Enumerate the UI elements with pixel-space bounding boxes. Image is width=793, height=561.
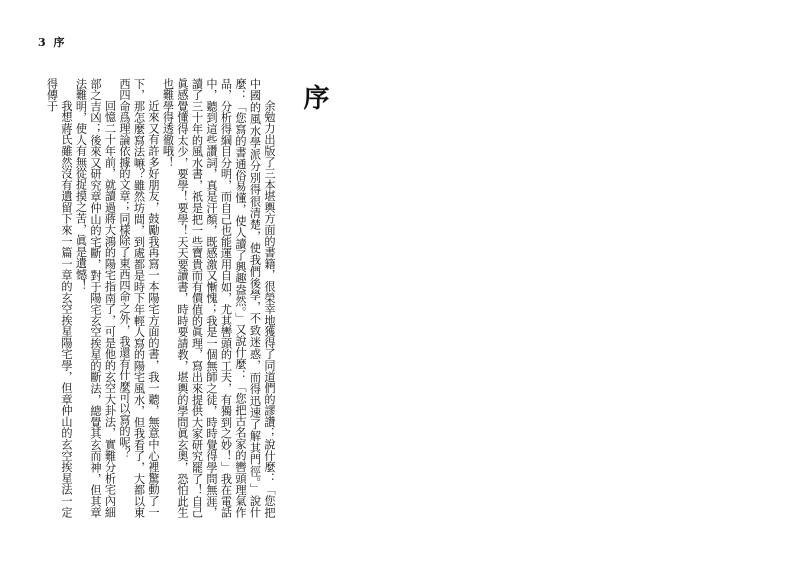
page-number: 3 xyxy=(38,36,48,49)
paragraph: 余勉力出版了三本堪輿方面的書籍，很榮幸地獲得了同道們的謬讚；說什麼：「您把中國的風水學派分別得很清楚，使我們後學，不致迷惑，而得迅速了解其門徑。」說什麼：「您寫的書通俗易懂，使人讀了興趣盎然。」又說什麼：「您把古名家的轡頭理氣作品，分析得綱目分明，而自己也能運用自如，尤其轡頭的工夫，有獨到之妙！」我在電話中，聽到這些讚詞，真是汗顏，既感激又慚愧；我是一個無師之徒，時時覺得學問無涯，讀了三十年的風水書，祇是把一些寶貴而有價值的眞理，寫出來提供大家研究罷了！自己眞感覺懂得太少，要學！要學！天天要讀書，時時要請教，堪輿的學問眞玄奧，恐怕此生也難學得透徹哦！ xyxy=(161,78,276,518)
running-section-title: 序 xyxy=(53,36,67,49)
preface-body xyxy=(45,78,276,518)
paragraph: 我想蔣氏雖然沒有遺留下來一篇一章的玄空挨星陽宅學，但章仲山的玄空挨星法一定得傳于 xyxy=(45,78,73,518)
paragraph: 回憶二十年前，就讀過蔣大鴻的陽宅指南了，可是他的玄空大卦法，實難分析宅內細部之吉凶；後來又研究章仲山的宅斷，對于陽宅玄空挨星的斷法，總覺其玄而神，但其章法難明，使人有無從捉摸之苦，眞是遺憾！ xyxy=(74,78,117,518)
paragraph: 近來又有許多好朋友，鼓勵我再寫一本陽宅方面的書，我一聽，無意中心裡驚動了一下，那怎麼寫法嘛？雖然坊間，到處都是時下年輕人寫的陽宅風水，但我看了，大都以東西四命爲理論依據的文章；同樣除了東西四命之外，我還有什麼可以寫的呢？ xyxy=(118,78,160,518)
page-header xyxy=(38,34,67,50)
chapter-title: 序 xyxy=(299,84,329,110)
